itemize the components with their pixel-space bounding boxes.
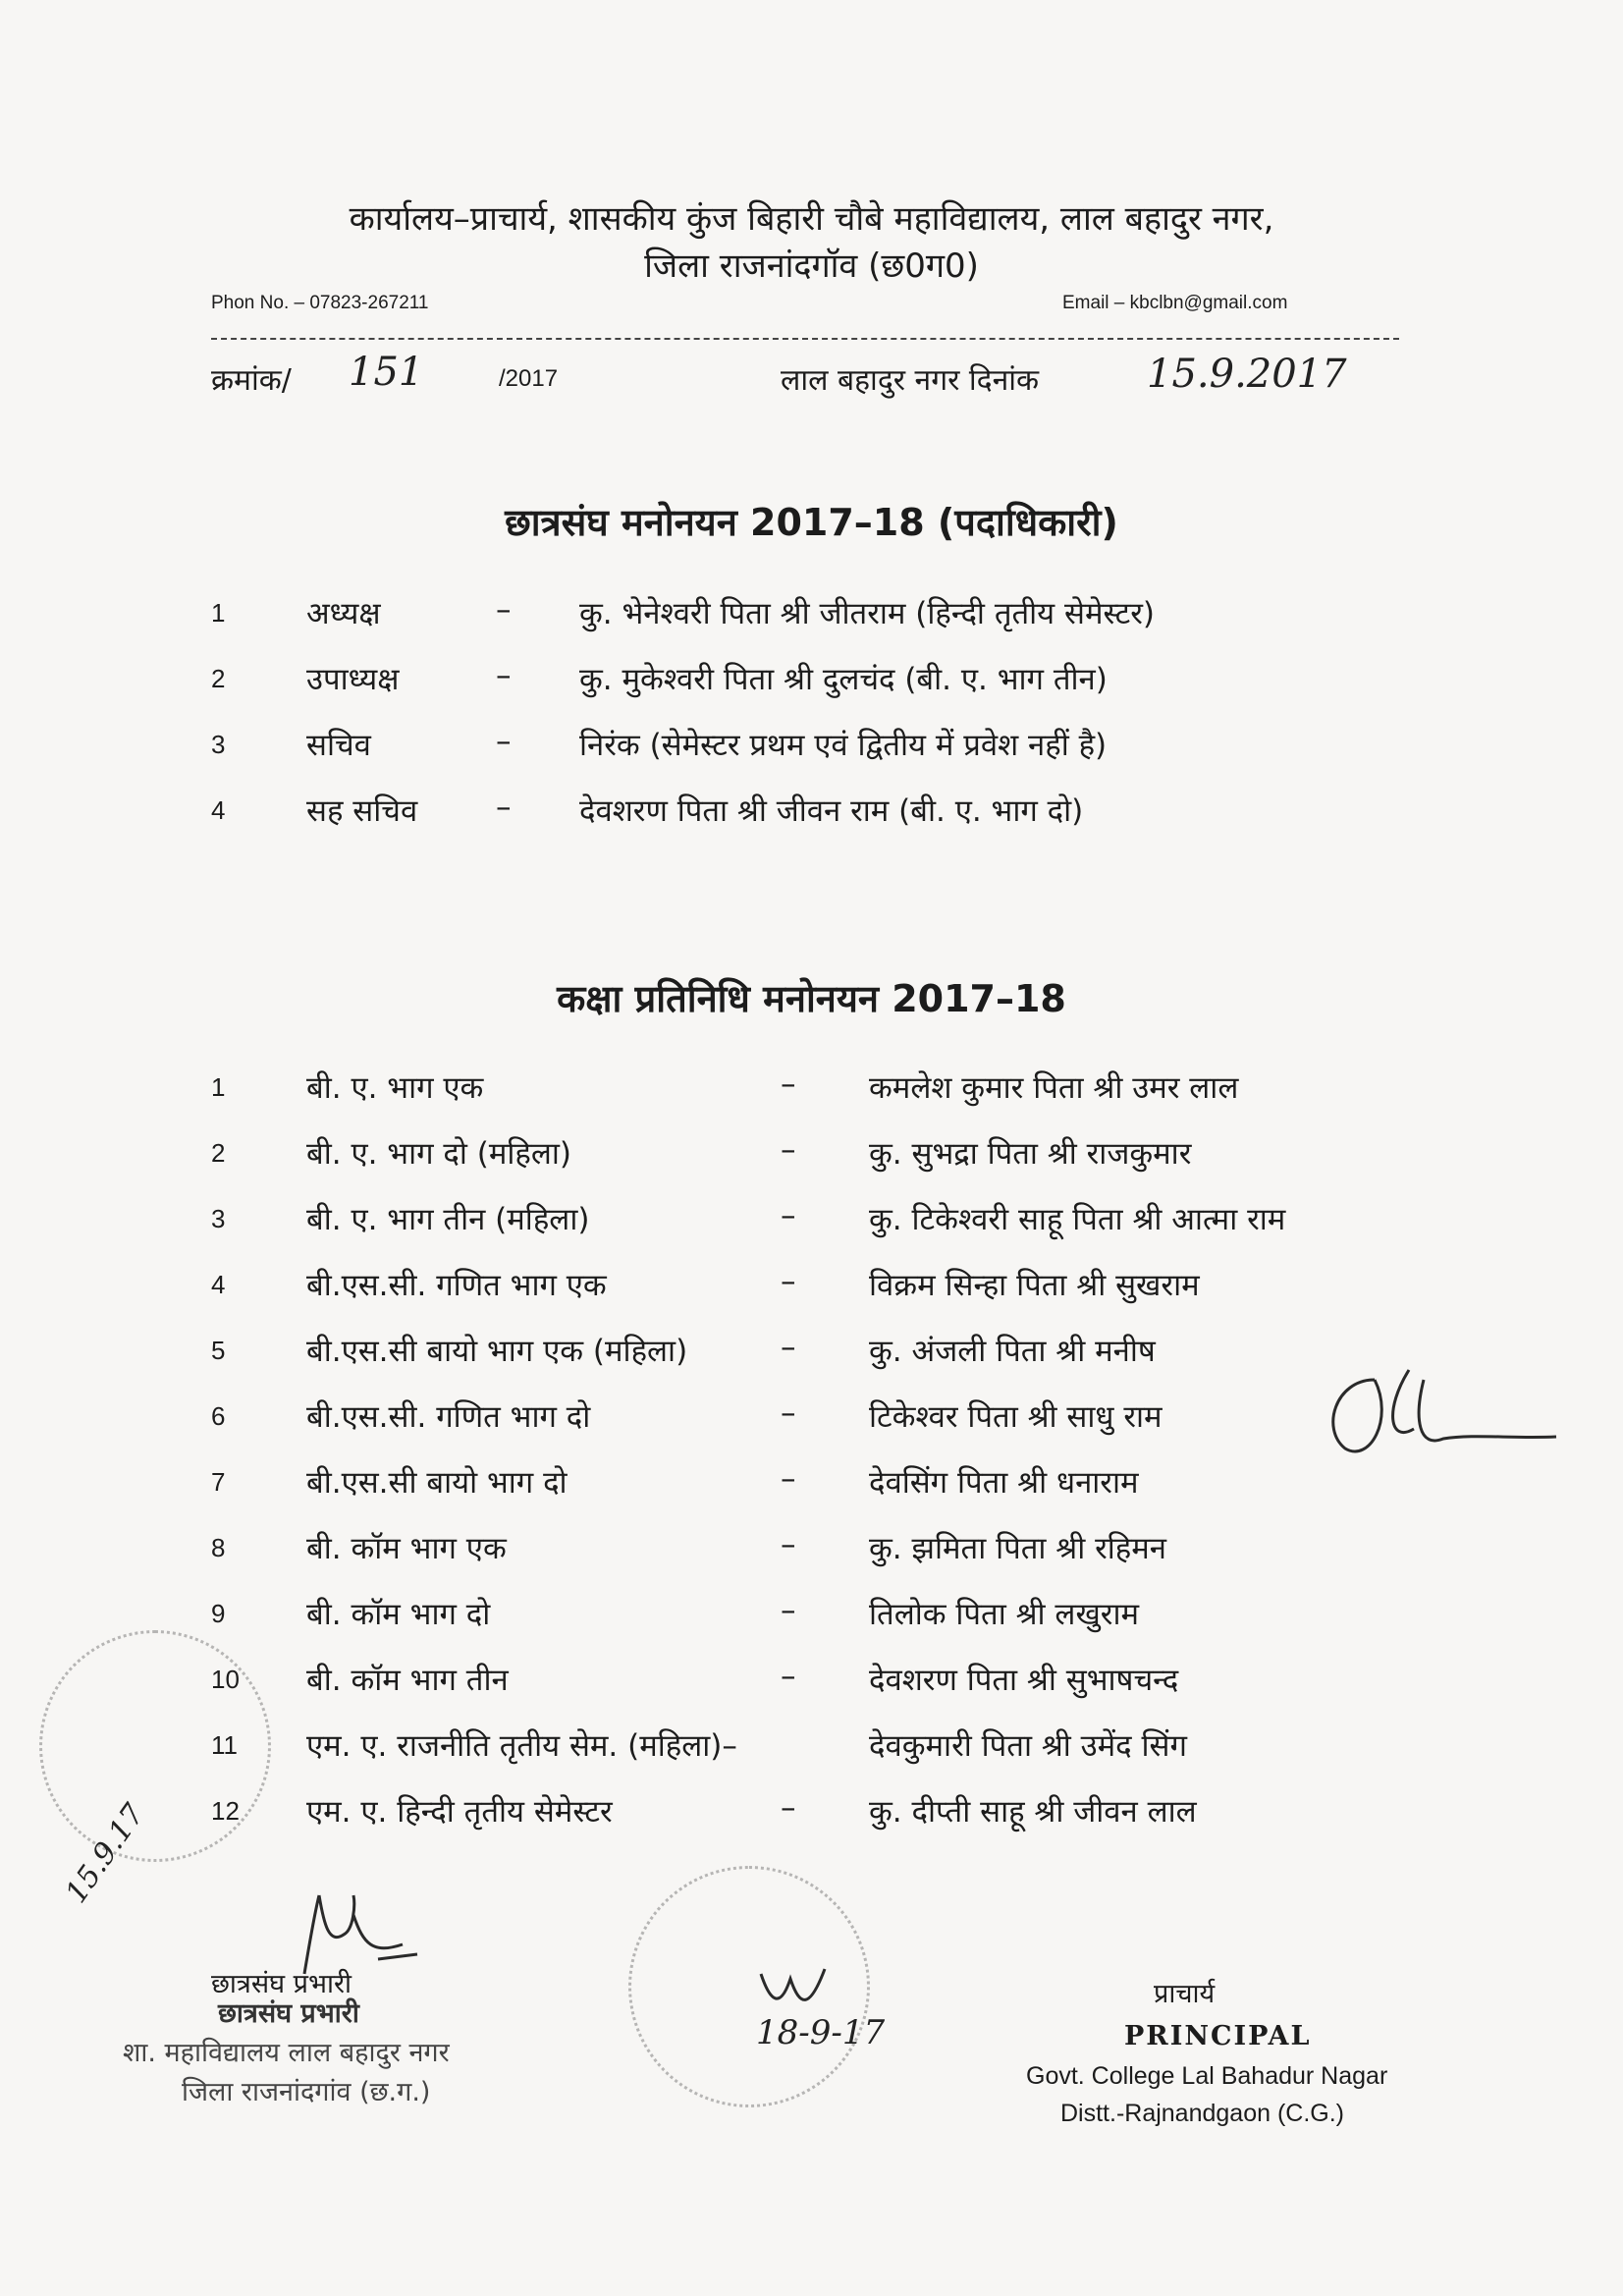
separator-dash: – xyxy=(781,1461,796,1497)
incharge-stamp-district: जिला राजनांदगांव (छ.ग.) xyxy=(182,2077,431,2107)
middle-signature xyxy=(756,1959,854,2018)
margin-date-note: 15.9.17 xyxy=(59,1797,152,1910)
post-name: उपाध्यक्ष xyxy=(306,662,400,697)
post-name: अध्यक्ष xyxy=(306,596,381,631)
row-number: 7 xyxy=(211,1467,226,1497)
representative-name: कमलेश कुमार पिता श्री उमर लाल xyxy=(869,1070,1239,1106)
office-heading-line2: जिला राजनांदगॉव (छ0ग0) xyxy=(644,246,979,286)
row-number: 9 xyxy=(211,1599,226,1628)
class-rep-row xyxy=(0,1593,1623,1652)
class-rep-row xyxy=(0,1198,1623,1257)
separator-dash: – xyxy=(781,1395,796,1431)
email-address: Email – kbclbn@gmail.com xyxy=(1062,293,1288,313)
separator-dash: – xyxy=(496,658,512,693)
representative-name: विक्रम सिन्हा पिता श्री सुखराम xyxy=(869,1268,1200,1303)
row-number: 8 xyxy=(211,1533,226,1562)
class-rep-row xyxy=(0,1264,1623,1323)
representative-name: कु. सुभद्रा पिता श्री राजकुमार xyxy=(869,1136,1192,1172)
nominee-name: निरंक (सेमेस्टर प्रथम एवं द्वितीय में प्रवेश नहीं है) xyxy=(579,728,1108,763)
office-bearer-row xyxy=(0,724,1623,783)
representative-name: देवकुमारी पिता श्री उमेंद सिंग xyxy=(869,1728,1187,1764)
row-number: 5 xyxy=(211,1336,226,1365)
nominee-name: कु. मुकेश्वरी पिता श्री दुलचंद (बी. ए. भाग तीन) xyxy=(579,662,1108,697)
date-value: 15.9.2017 xyxy=(1147,352,1347,397)
middle-signature-date: 18-9-17 xyxy=(756,2013,886,2052)
row-number: 1 xyxy=(211,598,226,628)
representative-name: कु. दीप्ती साहू श्री जीवन लाल xyxy=(869,1794,1197,1830)
separator-dash: – xyxy=(496,592,512,628)
row-number: 3 xyxy=(211,730,226,759)
class-name: बी. कॉम भाग एक xyxy=(306,1531,507,1566)
phone-number: Phon No. – 07823-267211 xyxy=(211,293,429,313)
separator-dash: – xyxy=(781,1659,796,1694)
office-bearer-row xyxy=(0,790,1623,848)
post-name: सचिव xyxy=(306,728,371,763)
class-name: बी.एस.सी. गणित भाग एक xyxy=(306,1268,607,1303)
row-number: 2 xyxy=(211,664,226,693)
row-number: 4 xyxy=(211,1270,226,1299)
class-name: बी.एस.सी. गणित भाग दो xyxy=(306,1399,591,1435)
class-rep-row xyxy=(0,1066,1623,1125)
representative-name: कु. अंजली पिता श्री मनीष xyxy=(869,1334,1156,1369)
post-name: सह सचिव xyxy=(306,793,418,829)
kramank-label: क्रमांक/ xyxy=(211,363,292,398)
row-number: 1 xyxy=(211,1072,226,1102)
row-number: 2 xyxy=(211,1138,226,1168)
incharge-stamp-title: छात्रसंघ प्रभारी xyxy=(218,1998,359,2029)
representative-name: तिलोक पिता श्री लखुराम xyxy=(869,1597,1140,1632)
representative-name: देवसिंग पिता श्री धनाराम xyxy=(869,1465,1139,1501)
incharge-title: छात्रसंघ प्रभारी xyxy=(211,1969,352,1999)
class-name: बी.एस.सी बायो भाग एक (महिला) xyxy=(306,1334,688,1369)
header-divider xyxy=(211,338,1399,340)
separator-dash: – xyxy=(781,1198,796,1233)
class-name: बी. कॉम भाग तीन xyxy=(306,1663,509,1698)
class-representatives-title: कक्षा प्रतिनिधि मनोनयन 2017–18 xyxy=(557,977,1066,1020)
principal-college: Govt. College Lal Bahadur Nagar xyxy=(1026,2062,1388,2090)
separator-dash: – xyxy=(781,1132,796,1168)
representative-name: कु. झमिता पिता श्री रहिमन xyxy=(869,1531,1167,1566)
principal-title-english: PRINCIPAL xyxy=(1124,2021,1312,2051)
class-name: एम. ए. राजनीति तृतीय सेम. (महिला)– xyxy=(306,1728,737,1764)
initials-scribble xyxy=(1316,1360,1561,1468)
kramank-number: 151 xyxy=(349,350,424,395)
row-number: 3 xyxy=(211,1204,226,1233)
separator-dash: – xyxy=(781,1264,796,1299)
office-bearer-row xyxy=(0,658,1623,717)
row-number: 11 xyxy=(211,1730,238,1760)
separator-dash: – xyxy=(496,790,512,825)
row-number: 6 xyxy=(211,1401,226,1431)
class-rep-row xyxy=(0,1132,1623,1191)
representative-name: टिकेश्वर पिता श्री साधु राम xyxy=(869,1399,1163,1435)
class-name: बी. ए. भाग एक xyxy=(306,1070,484,1106)
class-rep-row xyxy=(0,1527,1623,1586)
date-label: लाल बहादुर नगर दिनांक xyxy=(781,363,1040,398)
class-name: बी. कॉम भाग दो xyxy=(306,1597,491,1632)
separator-dash: – xyxy=(781,1066,796,1102)
separator-dash: – xyxy=(496,724,512,759)
row-number: 12 xyxy=(211,1796,240,1826)
row-number: 4 xyxy=(211,795,226,825)
representative-name: देवशरण पिता श्री सुभाषचन्द xyxy=(869,1663,1179,1698)
nominee-name: देवशरण पिता श्री जीवन राम (बी. ए. भाग दो) xyxy=(579,793,1084,829)
office-bearers-title: छात्रसंघ मनोनयन 2017–18 (पदाधिकारी) xyxy=(505,501,1118,544)
class-name: एम. ए. हिन्दी तृतीय सेमेस्टर xyxy=(306,1794,613,1830)
class-name: बी. ए. भाग तीन (महिला) xyxy=(306,1202,590,1237)
class-name: बी.एस.सी बायो भाग दो xyxy=(306,1465,568,1501)
principal-title-hindi: प्राचार्य xyxy=(1154,1979,1216,2009)
separator-dash: – xyxy=(781,1330,796,1365)
nominee-name: कु. भेनेश्वरी पिता श्री जीतराम (हिन्दी तृतीय सेमेस्टर) xyxy=(579,596,1155,631)
separator-dash: – xyxy=(781,1790,796,1826)
class-rep-row xyxy=(0,1461,1623,1520)
class-name: बी. ए. भाग दो (महिला) xyxy=(306,1136,572,1172)
separator-dash: – xyxy=(781,1527,796,1562)
representative-name: कु. टिकेश्वरी साहू पिता श्री आत्मा राम xyxy=(869,1202,1286,1237)
year-label: /2017 xyxy=(499,365,559,392)
office-bearer-row xyxy=(0,592,1623,651)
principal-district: Distt.-Rajnandgaon (C.G.) xyxy=(1060,2100,1345,2127)
row-number: 10 xyxy=(211,1665,240,1694)
office-heading-line1: कार्यालय–प्राचार्य, शासकीय कुंज बिहारी चौबे महाविद्यालय, लाल बहादुर नगर, xyxy=(349,199,1274,239)
office-seal-left xyxy=(39,1630,271,1862)
separator-dash: – xyxy=(781,1593,796,1628)
incharge-stamp-college: शा. महाविद्यालय लाल बहादुर नगर xyxy=(123,2038,450,2068)
